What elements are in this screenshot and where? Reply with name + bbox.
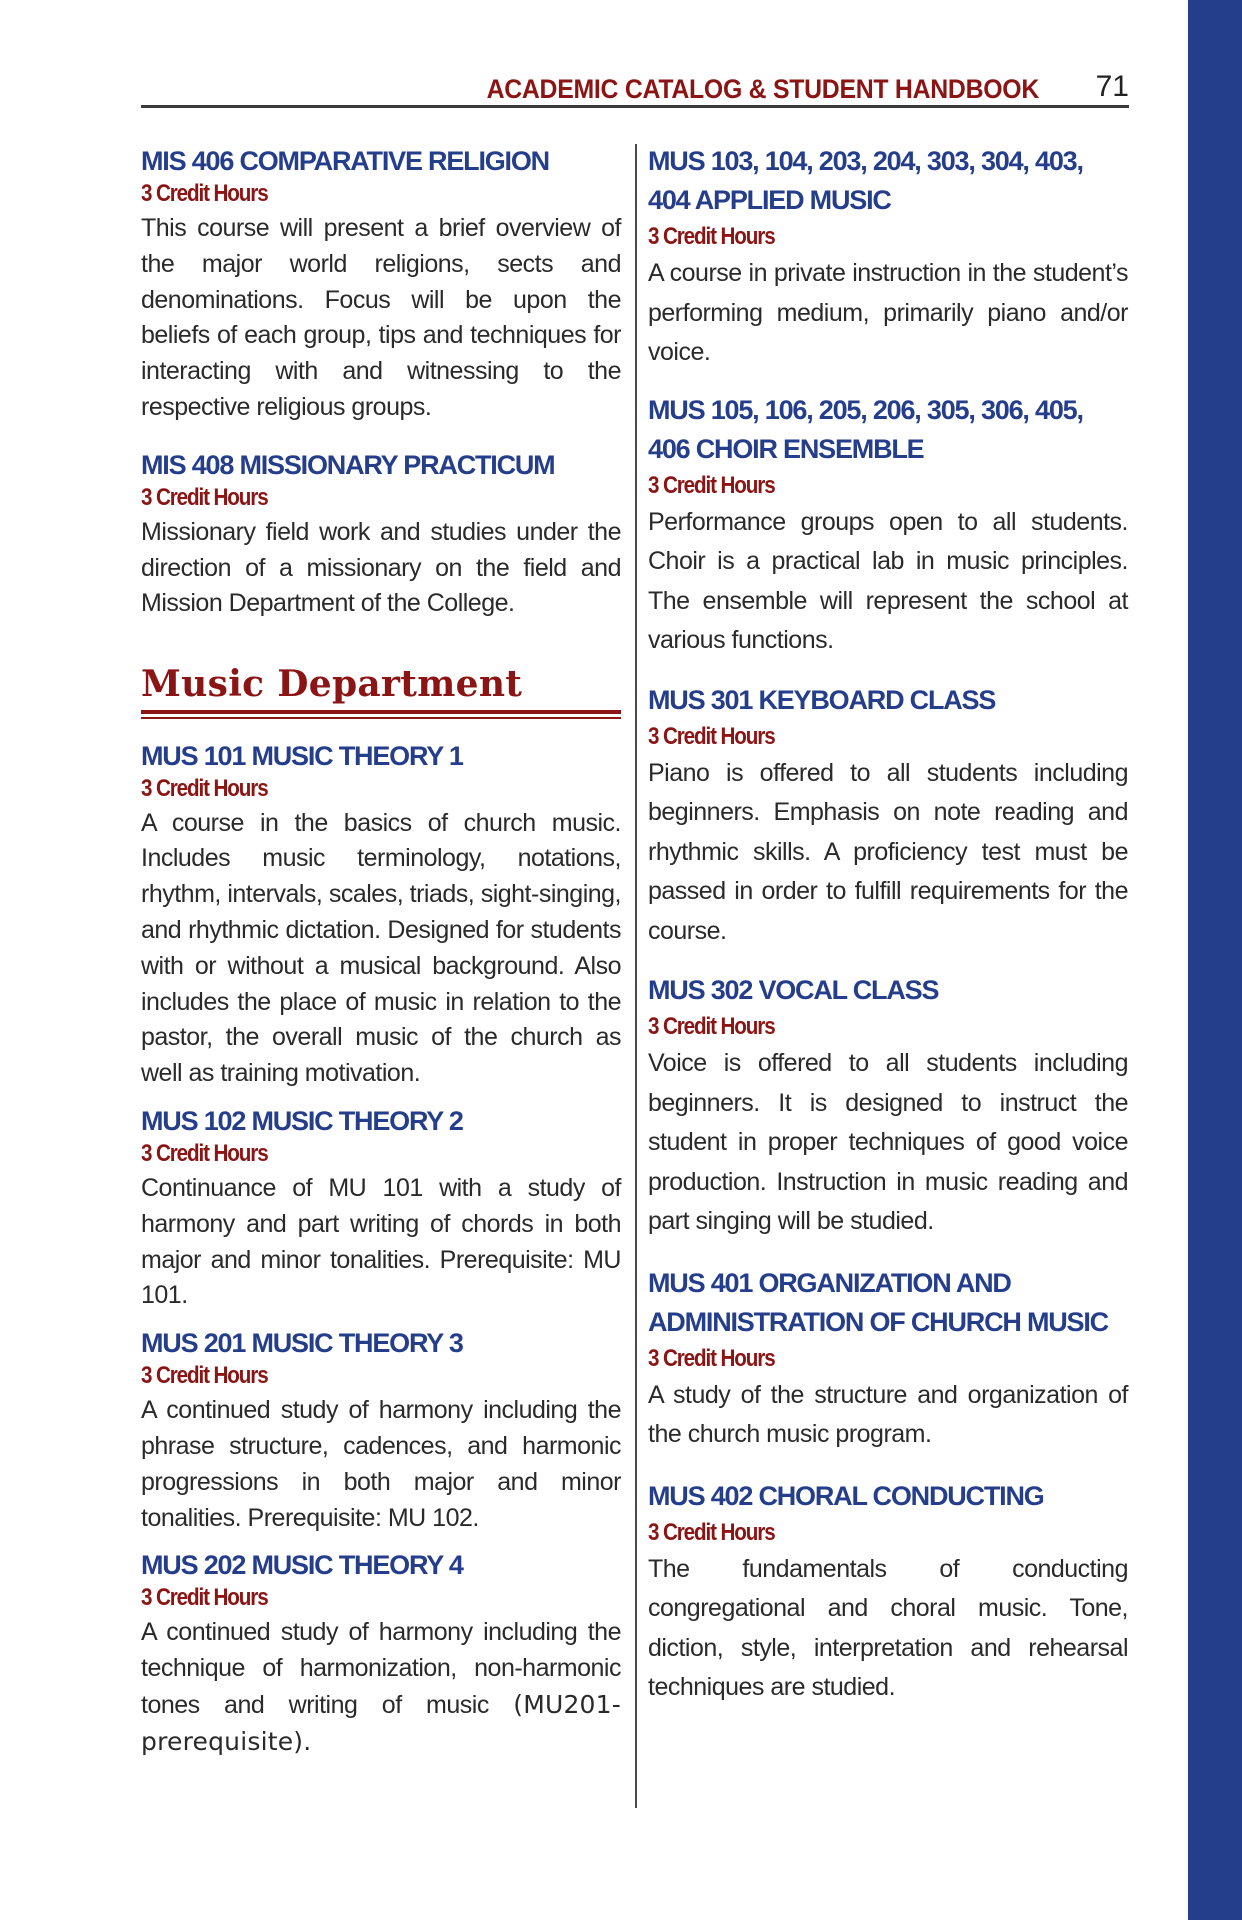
course-mus-302 <box>648 971 1128 1242</box>
department-heading: Music Department <box>141 663 523 706</box>
course-mus-101 <box>141 737 621 1092</box>
course-description: This course will present a brief overview of the major world religions, sects and denominations. Focus will be upon the beliefs of each group, tips and techniques for interacting with and witnessing to the respective religious groups. <box>141 214 621 421</box>
course-mus-402 <box>648 1477 1128 1708</box>
column-divider <box>635 144 637 1808</box>
credit-hours: 3 Credit Hours <box>141 774 268 802</box>
course-mus-401 <box>648 1264 1128 1455</box>
side-color-band <box>1188 0 1242 1920</box>
credit-hours: 3 Credit Hours <box>141 180 268 207</box>
course-title: MUS 401 ORGANIZATION AND ADMINISTRATION OF CHURCH MUSIC <box>648 1267 1108 1337</box>
course-title: MIS 408 MISSIONARY PRACTICUM <box>141 449 555 480</box>
course-description: A study of the structure and organization of the church music program. <box>648 1380 1128 1448</box>
course-mus-201 <box>141 1324 621 1536</box>
course-description: Continuance of MU 101 with a study of harmony and part writing of chords in both major and minor tonalities. Prerequisite: MU 101. <box>141 1174 621 1310</box>
credit-hours: 3 Credit Hours <box>141 483 268 511</box>
course-title: MUS 105, 106, 205, 206, 305, 306, 405, 406 CHOIR ENSEMBLE <box>648 394 1083 464</box>
department-rule-thin <box>141 717 621 719</box>
course-title: MUS 402 CHORAL CONDUCTING <box>648 1480 1044 1511</box>
page-header <box>141 70 1129 110</box>
course-description: Performance groups open to all students. Choir is a practical lab in music principles. The ensemble will represent the school at various functions. <box>648 507 1128 654</box>
course-description <box>141 1615 621 1760</box>
header-rule <box>141 105 1129 108</box>
course-title: MUS 101 MUSIC THEORY 1 <box>141 740 463 771</box>
department-section-header <box>141 660 621 719</box>
course-description: Missionary field work and studies under the direction of a missionary on the field and Mission Department of the College. <box>141 517 621 618</box>
description-text: A continued study of harmony including the technique of harmonization, non-harmonic tones and writing of music <box>141 1618 621 1720</box>
credit-hours: 3 Credit Hours <box>141 1584 268 1612</box>
course-title: MUS 301 KEYBOARD CLASS <box>648 684 996 715</box>
course-title: MIS 406 COMPARATIVE RELIGION <box>141 146 549 176</box>
catalog-title: ACADEMIC CATALOG & STUDENT HANDBOOK <box>486 74 1039 104</box>
course-title: MUS 102 MUSIC THEORY 2 <box>141 1106 463 1137</box>
credit-hours: 3 Credit Hours <box>648 223 775 250</box>
course-description: A course in private instruction in the student’s performing medium, primarily piano and/or voice. <box>648 259 1128 366</box>
course-mus-301 <box>648 681 1128 952</box>
course-mis-406 <box>141 142 621 426</box>
course-title: MUS 202 MUSIC THEORY 4 <box>141 1550 463 1581</box>
credit-hours: 3 Credit Hours <box>648 1013 775 1040</box>
course-description: A continued study of harmony including the phrase structure, cadences, and harmonic progressions in both major and minor tonalities. Prerequisite: MU 102. <box>141 1396 621 1532</box>
credit-hours: 3 Credit Hours <box>648 722 775 750</box>
department-rule-thick <box>141 710 621 714</box>
credit-hours: 3 Credit Hours <box>141 1362 268 1390</box>
credit-hours: 3 Credit Hours <box>141 1140 268 1168</box>
credit-hours: 3 Credit Hours <box>648 471 775 499</box>
course-mis-408 <box>141 446 621 622</box>
course-mus-choir-ensemble <box>648 391 1128 661</box>
left-column <box>141 142 621 1761</box>
course-mus-202 <box>141 1546 621 1760</box>
course-description: The fundamentals of conducting congregational and choral music. Tone, diction, style, interpretation and rehearsal techniques are studied. <box>648 1554 1128 1701</box>
course-description: Piano is offered to all students including beginners. Emphasis on note reading and rhythmic skills. A proficiency test must be passed in order to fulfill requirements for the course. <box>648 758 1128 945</box>
prerequisite-note: (MU201-prerequisite). <box>141 1690 621 1756</box>
course-title: MUS 201 MUSIC THEORY 3 <box>141 1328 463 1359</box>
credit-hours: 3 Credit Hours <box>648 1518 775 1546</box>
course-mus-102 <box>141 1102 621 1314</box>
credit-hours: 3 Credit Hours <box>648 1344 775 1372</box>
course-description: Voice is offered to all students including beginners. It is designed to instruct the student in proper techniques of good voice production. Instruction in music reading and part singing will be studied. <box>648 1049 1128 1235</box>
course-title: MUS 302 VOCAL CLASS <box>648 975 939 1005</box>
course-title: MUS 103, 104, 203, 204, 303, 304, 403, 404 APPLIED MUSIC <box>648 146 1083 215</box>
right-column <box>648 142 1128 1708</box>
course-description: A course in the basics of church music. Includes music terminology, notations, rhythm, intervals, scales, triads, sight-singing, and rhythmic dictation. Designed for students with or without a musical background. Also includes the place of music in relation to the pastor, the overall music of the church as well as training motivation. <box>141 808 621 1088</box>
course-mus-applied-music <box>648 142 1128 373</box>
page-number: 71 <box>1095 70 1129 103</box>
